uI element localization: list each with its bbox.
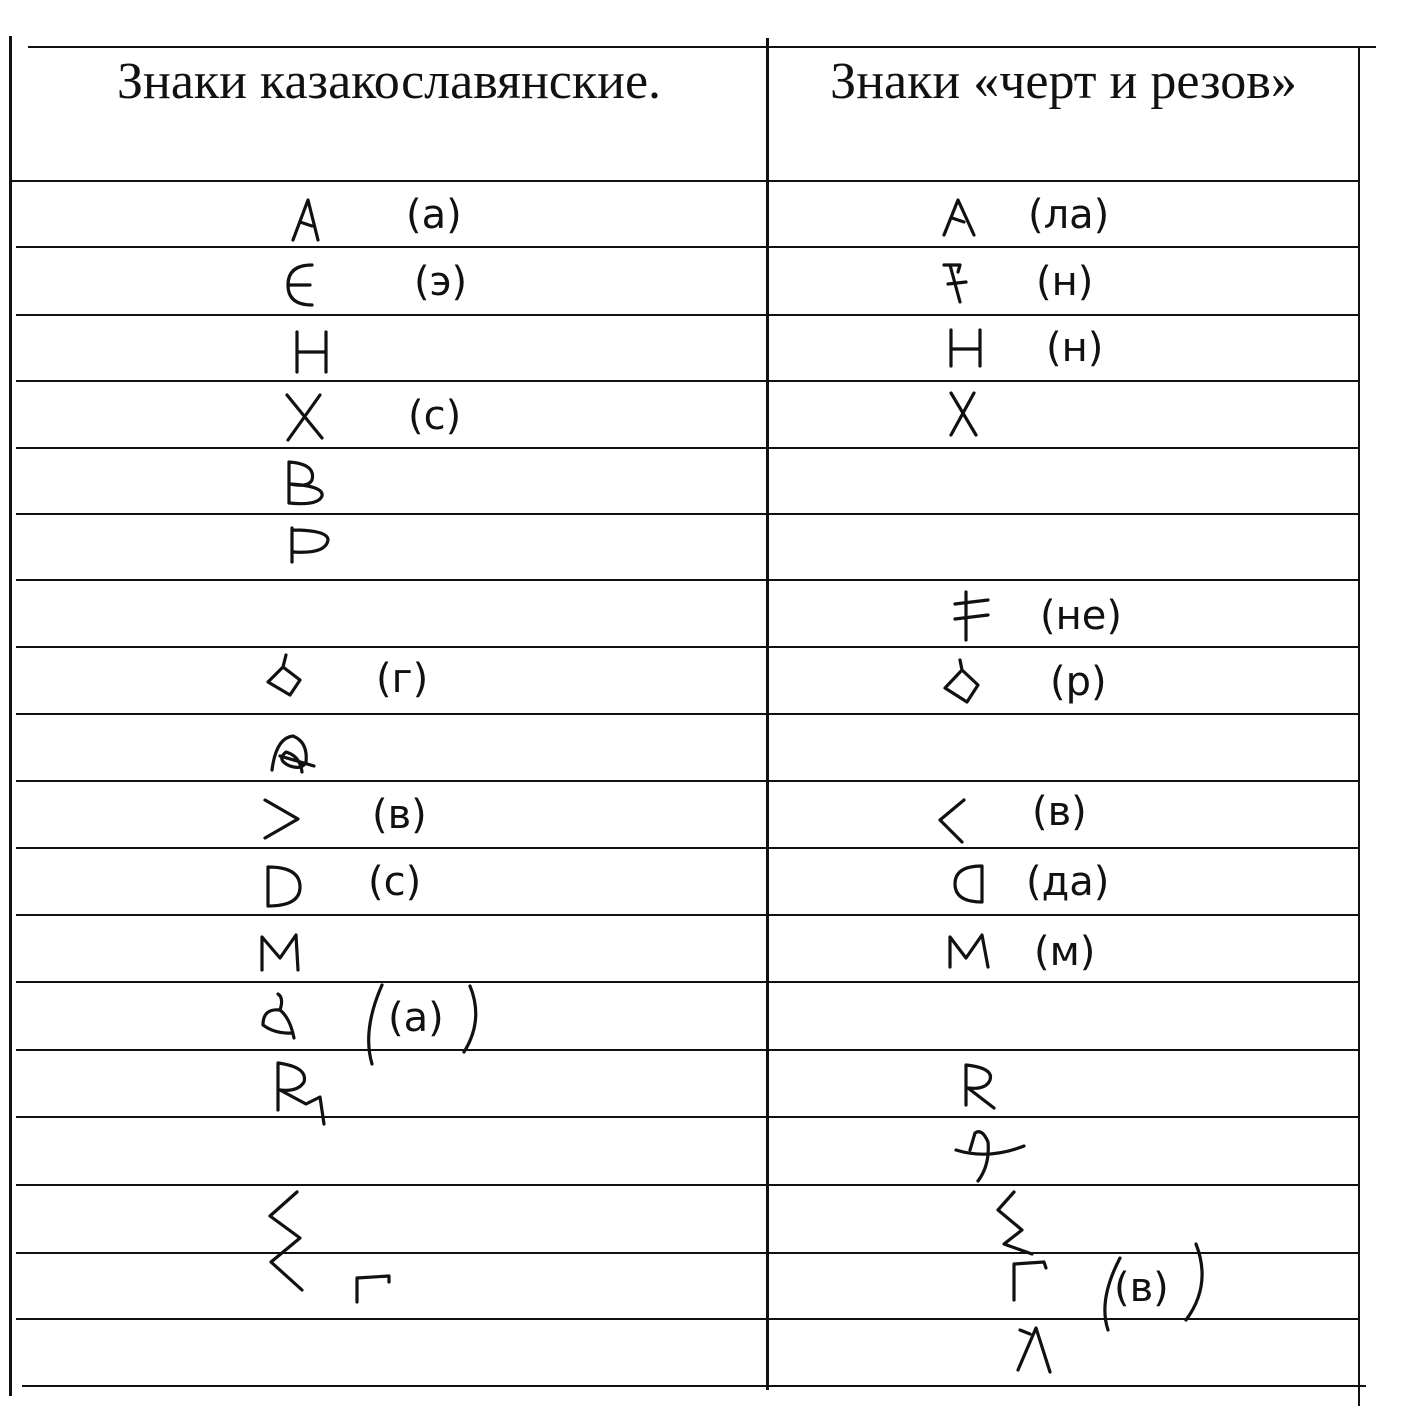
header-right: Знаки «черт и резов» [830,53,1297,110]
note-right-row2: (н) [1036,259,1094,305]
note-left-row2: (э) [414,259,468,305]
x-glyph [287,395,322,440]
lambda-glyph [944,200,974,235]
m-glyph [262,935,298,970]
kite-glyph [945,660,978,702]
header-left: Знаки казакославянские. [116,53,662,110]
less-than-glyph [940,800,964,842]
alpha-glyph [263,994,294,1038]
epsilon-glyph [288,265,312,305]
lambda-glyph [293,200,318,240]
note-left-row13: (а) [388,995,444,1041]
greater-than-glyph [265,800,298,838]
d-reversed-glyph [955,866,982,902]
note-left-row1: (а) [406,192,462,238]
note-right-row12: (м) [1034,929,1096,975]
note-right-row1: (ла) [1028,192,1110,238]
r-hook-glyph [278,1063,324,1124]
b-glyph [289,462,322,504]
f-glyph [944,265,966,302]
gamma-glyph [1014,1262,1046,1300]
h-glyph [297,332,326,372]
note-left-row4: (с) [408,393,462,439]
note-right-row8: (р) [1050,659,1107,705]
note-right-row16: (в) [1114,1265,1169,1311]
x-glyph [951,393,976,435]
sigma-glyph [998,1192,1032,1254]
double-cross-glyph [955,592,988,640]
lambda-glyph [1018,1328,1050,1372]
note-left-row8: (г) [376,656,429,702]
m-glyph [950,935,988,967]
paren-close-tall [464,986,476,1052]
sigma-glyph [270,1192,302,1290]
note-right-row7: (не) [1040,593,1122,639]
note-right-row3: (н) [1046,325,1104,371]
note-right-row10: (в) [1032,789,1087,835]
note-left-row11: (с) [368,859,422,905]
loop-a-glyph [272,736,314,772]
r-glyph [966,1065,994,1108]
paren-close-tall [1186,1244,1202,1320]
note-right-row11: (да) [1026,859,1110,905]
gamma-glyph [357,1276,389,1302]
note-left-row10: (в) [372,792,427,838]
kite-glyph [268,655,300,695]
d-glyph [268,867,300,906]
p-glyph [292,528,328,562]
psi-glyph [956,1132,1024,1181]
paren-open-tall [369,985,382,1064]
h-glyph [951,330,980,366]
